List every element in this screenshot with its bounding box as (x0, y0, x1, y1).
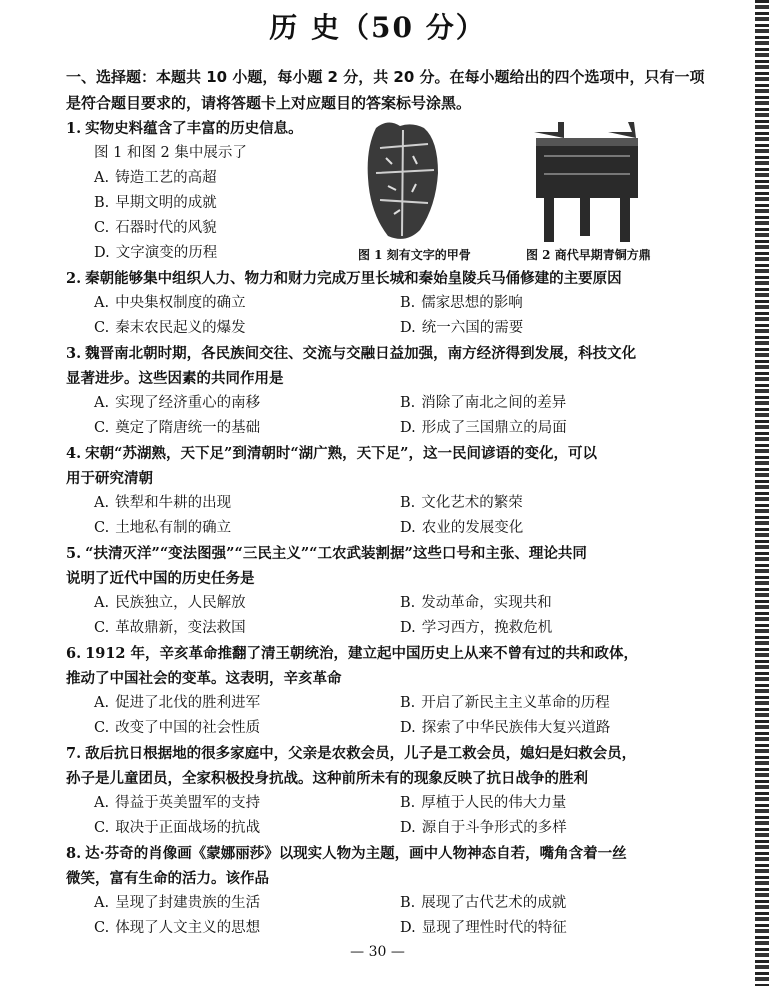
question-stem (66, 641, 706, 666)
option-text: 儒家思想的影响 (421, 295, 523, 311)
option-label: C. (94, 720, 110, 736)
question-stem-2: 孙子是儿童团员，全家积极投身抗战。这种前所未有的现象反映了抗日战争的胜利 (66, 770, 588, 787)
option-label: B. (94, 195, 110, 211)
option-text: 学习西方，挽救危机 (421, 620, 553, 636)
torn-page-edge (755, 0, 769, 986)
option-label: C. (94, 820, 110, 836)
option-a[interactable] (94, 291, 400, 316)
option-label: B. (400, 595, 416, 611)
question-text: 达·芬奇的肖像画《蒙娜丽莎》以现实人物为主题，画中人物神态自若，嘴角含着一丝 (85, 845, 627, 862)
option-text: 铁犁和牛耕的出现 (115, 495, 232, 511)
option-text: 民族独立，人民解放 (115, 595, 246, 611)
question-6 (66, 641, 706, 741)
question-text: 1912 年，辛亥革命推翻了清王朝统治，建立起中国历史上从来不曾有过的共和政体， (85, 645, 639, 662)
option-text: 石器时代的风貌 (115, 220, 217, 236)
option-text: 早期文明的成就 (115, 195, 217, 211)
option-b[interactable] (400, 291, 706, 316)
option-text: 文化艺术的繁荣 (421, 495, 523, 511)
option-label: C. (94, 220, 110, 236)
option-text: 发动革命，实现共和 (421, 595, 552, 611)
option-c[interactable] (94, 716, 400, 741)
option-label: D. (400, 320, 416, 336)
option-text: 土地私有制的确立 (115, 520, 232, 536)
question-number: 8. (66, 845, 82, 862)
option-label: D. (94, 245, 110, 261)
option-text: 革故鼎新，变法救国 (115, 620, 246, 636)
option-list (66, 291, 706, 341)
option-b[interactable] (400, 591, 706, 616)
option-label: D. (400, 720, 416, 736)
option-label: A. (94, 695, 110, 711)
option-c[interactable] (94, 416, 400, 441)
option-text: 得益于英美盟军的支持 (115, 795, 261, 811)
option-c[interactable] (94, 516, 400, 541)
option-text: 显现了理性时代的特征 (421, 920, 567, 936)
option-text: 秦末农民起义的爆发 (115, 320, 246, 336)
option-label: C. (94, 920, 110, 936)
figure-area (358, 118, 698, 268)
option-a[interactable] (94, 391, 400, 416)
question-text: 宋朝“苏湖熟，天下足”到清朝时“湖广熟，天下足”，这一民间谚语的变化，可以 (85, 445, 597, 462)
question-text-continued: 图 1 和图 2 集中展示了 (94, 145, 247, 161)
option-label: A. (94, 495, 110, 511)
option-text: 奠定了隋唐统一的基础 (115, 420, 261, 436)
option-a[interactable] (94, 791, 400, 816)
question-stem (66, 266, 706, 291)
page-number: — 30 — (350, 944, 405, 960)
option-c[interactable] (94, 616, 400, 641)
question-stem (66, 841, 706, 866)
question-text: 秦朝能够集中组织人力、物力和财力完成万里长城和秦始皇陵兵马俑修建的主要原因 (85, 270, 622, 287)
question-text: 魏晋南北朝时期，各民族间交往、交流与交融日益加强，南方经济得到发展，科技文化 (85, 345, 637, 362)
option-list (66, 391, 706, 441)
oracle-bone-image (358, 118, 698, 248)
option-text: 农业的发展变化 (421, 520, 524, 536)
option-text: 消除了南北之间的差异 (421, 395, 567, 411)
option-label: B. (400, 495, 416, 511)
option-text: 开启了新民主主义革命的历程 (421, 695, 610, 711)
option-d[interactable] (400, 616, 706, 641)
question-stem (66, 541, 706, 566)
option-list (66, 491, 706, 541)
option-a[interactable] (94, 691, 400, 716)
option-label: B. (400, 895, 416, 911)
question-number: 7. (66, 745, 82, 762)
option-b[interactable] (400, 791, 706, 816)
option-text: 展现了古代艺术的成就 (421, 895, 567, 911)
option-list (66, 691, 706, 741)
section-heading: 一、选择题：本题共 10 小题，每小题 2 分，共 20 分。在每小题给出的四个选项中，只有一项是符合题目要求的，请将答题卡上对应题目的答案标号涂黑。 (66, 68, 705, 112)
option-text: 文字演变的历程 (115, 245, 218, 261)
option-text: 改变了中国的社会性质 (115, 720, 261, 736)
option-text: 探索了中华民族伟大复兴道路 (421, 720, 611, 736)
question-stem (66, 741, 706, 766)
option-b[interactable] (400, 391, 706, 416)
option-list (66, 591, 706, 641)
option-text: 铸造工艺的高超 (115, 170, 217, 186)
option-c[interactable] (94, 916, 400, 941)
option-text: 源自于斗争形式的多样 (421, 820, 567, 836)
option-label: B. (400, 395, 416, 411)
option-d[interactable] (400, 916, 706, 941)
question-stem-2: 用于研究清朝 (66, 470, 153, 487)
option-d[interactable] (400, 316, 706, 341)
option-label: A. (94, 170, 110, 186)
option-label: C. (94, 320, 110, 336)
option-b[interactable] (400, 891, 706, 916)
option-a[interactable] (94, 891, 400, 916)
option-label: A. (94, 595, 110, 611)
option-text: 实现了经济重心的南移 (115, 395, 261, 411)
question-5 (66, 541, 706, 641)
question-number: 6. (66, 645, 82, 662)
option-text: 取决于正面战场的抗战 (115, 820, 261, 836)
option-text: 促进了北伐的胜利进军 (115, 695, 261, 711)
option-label: D. (400, 420, 416, 436)
question-text: 敌后抗日根据地的很多家庭中，父亲是农救会员，儿子是工救会员，媳妇是妇救会员， (85, 745, 637, 762)
question-stem-2: 微笑，富有生命的活力。该作品 (66, 870, 269, 887)
option-label: A. (94, 395, 110, 411)
option-label: C. (94, 620, 110, 636)
option-text: 呈现了封建贵族的生活 (115, 895, 261, 911)
question-7 (66, 741, 706, 841)
option-d[interactable] (400, 716, 706, 741)
question-number: 5. (66, 545, 82, 562)
question-stem-2: 说明了近代中国的历史任务是 (66, 570, 255, 587)
option-label: C. (94, 420, 110, 436)
option-a[interactable] (94, 491, 400, 516)
question-stem-2: 推动了中国社会的变革。这表明，辛亥革命 (66, 670, 342, 687)
question-number: 4. (66, 445, 82, 462)
figure-2-caption: 图 2 商代早期青铜方鼎 (526, 248, 651, 262)
bronze-ding-image (534, 122, 638, 242)
question-text: “扶清灭洋”“变法图强”“三民主义”“工农武装割据”这些口号和主张、理论共同 (85, 545, 587, 562)
option-text: 统一六国的需要 (421, 320, 524, 336)
option-d[interactable] (400, 516, 706, 541)
option-label: D. (400, 520, 416, 536)
option-label: A. (94, 895, 110, 911)
question-2 (66, 266, 706, 341)
option-b[interactable] (400, 691, 706, 716)
option-label: D. (400, 620, 416, 636)
option-text: 体现了人文主义的思想 (115, 920, 261, 936)
question-3 (66, 341, 706, 441)
question-stem-2: 显著进步。这些因素的共同作用是 (66, 370, 284, 387)
question-8 (66, 841, 706, 941)
option-label: C. (94, 520, 110, 536)
option-label: D. (400, 820, 416, 836)
question-number: 2. (66, 270, 82, 287)
question-stem (66, 441, 706, 466)
option-label: D. (400, 920, 416, 936)
option-d[interactable] (400, 416, 706, 441)
question-number: 3. (66, 345, 82, 362)
question-stem (66, 341, 706, 366)
question-text: 实物史料蕴含了丰富的历史信息。 (85, 120, 303, 137)
page-title: 历 史（50 分） (269, 11, 486, 44)
option-d[interactable] (400, 816, 706, 841)
option-text: 厚植于人民的伟大力量 (421, 795, 567, 811)
option-text: 中央集权制度的确立 (115, 295, 246, 311)
figure-1-caption: 图 1 刻有文字的甲骨 (358, 248, 471, 262)
option-label: A. (94, 295, 110, 311)
option-label: A. (94, 795, 110, 811)
option-text: 形成了三国鼎立的局面 (421, 420, 567, 436)
option-b[interactable] (400, 491, 706, 516)
option-list (66, 791, 706, 841)
option-a[interactable] (94, 591, 400, 616)
option-c[interactable] (94, 316, 400, 341)
option-c[interactable] (94, 816, 400, 841)
option-label: B. (400, 695, 416, 711)
option-list (66, 891, 706, 941)
question-number: 1. (66, 120, 82, 137)
question-4 (66, 441, 706, 541)
option-label: B. (400, 295, 416, 311)
option-label: B. (400, 795, 416, 811)
